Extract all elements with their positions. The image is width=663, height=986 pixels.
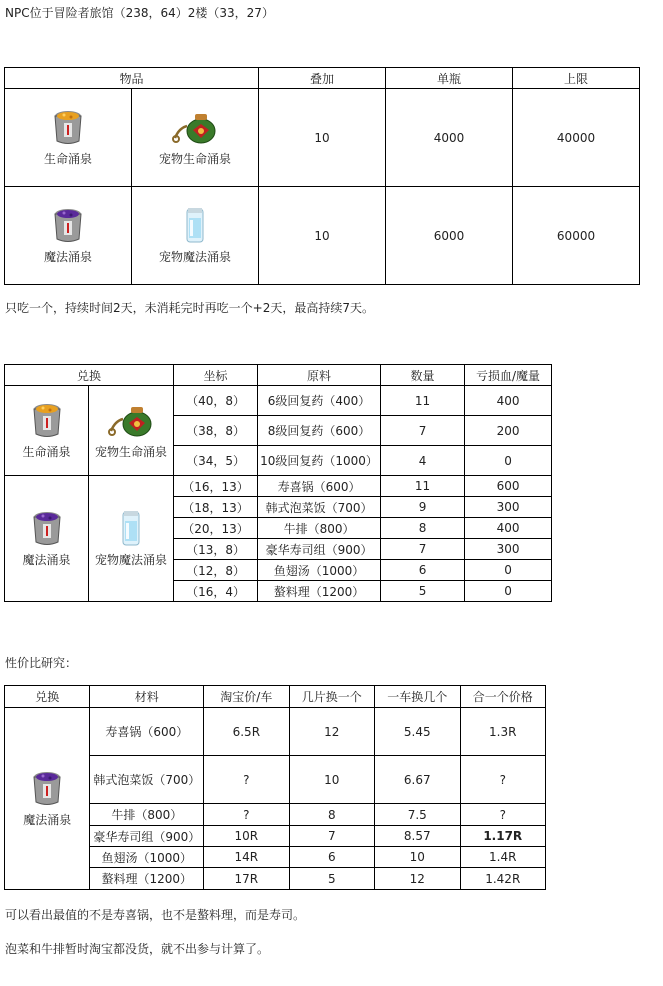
note-text: 只吃一个，持续时间2天，未消耗完时再吃一个+2天，最高持续7天。 <box>5 301 374 315</box>
item-cell <box>5 708 90 890</box>
price-cell: ? <box>204 804 289 826</box>
pieces-cell: 12 <box>289 708 374 756</box>
pieces-cell: 5 <box>289 868 374 890</box>
loss-cell: 300 <box>465 539 552 560</box>
header-pieces: 几片换一个 <box>289 686 374 708</box>
material-cell: 韩式泡菜饭（700） <box>90 756 204 804</box>
pet-item-cell <box>89 476 174 602</box>
coord-cell: （38，8） <box>174 416 258 446</box>
per-cart-cell: 5.45 <box>375 708 460 756</box>
per-cart-cell: 7.5 <box>375 804 460 826</box>
conclusion-text-2: 泡菜和牛排暂时淘宝都没货，就不出参与计算了。 <box>5 942 270 956</box>
loss-cell: 0 <box>465 560 552 581</box>
unit-price-cell: 1.42R <box>460 868 546 890</box>
qty-cell: 11 <box>381 476 465 497</box>
item-cell <box>5 476 89 602</box>
qty-cell: 11 <box>381 386 465 416</box>
unit-price-cell: 1.3R <box>460 708 546 756</box>
pet-item-label: 宠物生命涌泉 <box>95 445 168 459</box>
mp-potion-pot-icon <box>30 769 64 807</box>
material-cell: 6级回复药（400） <box>258 386 381 416</box>
coord-cell: （40，8） <box>174 386 258 416</box>
pieces-cell: 10 <box>289 756 374 804</box>
pet-hp-pouch-icon <box>107 401 155 439</box>
item-label: 生命涌泉 <box>43 152 92 166</box>
section-title: 性价比研究： <box>5 656 78 670</box>
exchange-table <box>4 364 552 602</box>
coord-cell: （34，5） <box>174 446 258 476</box>
value-research-table <box>4 685 546 890</box>
material-cell: 鱼翅汤（1000） <box>258 560 381 581</box>
table-row <box>5 187 640 285</box>
unit-price-cell: ? <box>460 756 546 804</box>
pet-item-cell <box>89 386 174 476</box>
per-cart-cell: 10 <box>375 847 460 868</box>
qty-cell: 6 <box>381 560 465 581</box>
table-row <box>5 89 640 187</box>
limit-cell: 60000 <box>513 187 640 285</box>
pet-mp-bottle-icon <box>120 509 142 547</box>
item-cell <box>5 386 89 476</box>
mp-potion-pot-icon <box>51 206 85 244</box>
item-label: 魔法涌泉 <box>22 553 71 567</box>
table-row <box>5 386 552 416</box>
qty-cell: 7 <box>381 416 465 446</box>
material-cell: 10级回复药（1000） <box>258 446 381 476</box>
loss-cell: 600 <box>465 476 552 497</box>
loss-cell: 300 <box>465 497 552 518</box>
material-cell: 寿喜锅（600） <box>258 476 381 497</box>
qty-cell: 8 <box>381 518 465 539</box>
material-cell: 豪华寿司组（900） <box>90 826 204 847</box>
qty-cell: 9 <box>381 497 465 518</box>
unit-price-cell: 1.4R <box>460 847 546 868</box>
loss-cell: 400 <box>465 386 552 416</box>
table-row <box>5 476 552 497</box>
header-price: 淘宝价/车 <box>204 686 289 708</box>
price-cell: 14R <box>204 847 289 868</box>
header-qty: 数量 <box>381 365 465 386</box>
qty-cell: 5 <box>381 581 465 602</box>
material-cell: 螯料理（1200） <box>90 868 204 890</box>
unit-price-cell: ? <box>460 804 546 826</box>
pet-item-label: 宠物生命涌泉 <box>159 152 232 166</box>
header-loss: 亏损血/魔量 <box>465 365 552 386</box>
stack-cell: 10 <box>259 89 386 187</box>
header-unit-price: 合一个价格 <box>460 686 546 708</box>
pet-item-label: 宠物魔法涌泉 <box>159 250 232 264</box>
pet-item-label: 宠物魔法涌泉 <box>95 553 168 567</box>
material-cell: 韩式泡菜饭（700） <box>258 497 381 518</box>
pet-hp-pouch-icon <box>171 108 219 146</box>
conclusion-text: 可以看出最值的不是寿喜锅，也不是螯料理，而是寿司。 <box>5 908 306 922</box>
item-label: 生命涌泉 <box>22 445 71 459</box>
per-cart-cell: 12 <box>375 868 460 890</box>
qty-cell: 7 <box>381 539 465 560</box>
items-table <box>4 67 640 285</box>
material-cell: 8级回复药（600） <box>258 416 381 446</box>
price-cell: 17R <box>204 868 289 890</box>
header-exchange: 兑换 <box>5 686 90 708</box>
coord-cell: （20，13） <box>174 518 258 539</box>
pet-item-cell <box>132 89 259 187</box>
pet-item-cell <box>132 187 259 285</box>
per-cart-cell: 6.67 <box>375 756 460 804</box>
loss-cell: 200 <box>465 416 552 446</box>
table-row <box>5 708 546 756</box>
price-cell: ? <box>204 756 289 804</box>
material-cell: 螯料理（1200） <box>258 581 381 602</box>
mp-potion-pot-icon <box>30 509 64 547</box>
loss-cell: 0 <box>465 581 552 602</box>
material-cell: 牛排（800） <box>90 804 204 826</box>
hp-potion-pot-icon <box>51 108 85 146</box>
header-exchange: 兑换 <box>5 365 174 386</box>
limit-cell: 40000 <box>513 89 640 187</box>
pet-mp-bottle-icon <box>184 206 206 244</box>
loss-cell: 0 <box>465 446 552 476</box>
header-material: 材料 <box>90 686 204 708</box>
header-material: 原料 <box>258 365 381 386</box>
coord-cell: （16，4） <box>174 581 258 602</box>
coord-cell: （18，13） <box>174 497 258 518</box>
stack-cell: 10 <box>259 187 386 285</box>
header-item: 物品 <box>5 68 259 89</box>
pieces-cell: 6 <box>289 847 374 868</box>
item-label: 魔法涌泉 <box>23 813 72 827</box>
header-limit: 上限 <box>513 68 640 89</box>
loss-cell: 400 <box>465 518 552 539</box>
hp-potion-pot-icon <box>30 401 64 439</box>
per-bottle-cell: 6000 <box>386 187 513 285</box>
price-cell: 6.5R <box>204 708 289 756</box>
per-bottle-cell: 4000 <box>386 89 513 187</box>
header-per-cart: 一车换几个 <box>375 686 460 708</box>
material-cell: 寿喜锅（600） <box>90 708 204 756</box>
item-cell <box>5 187 132 285</box>
item-cell <box>5 89 132 187</box>
header-stack: 叠加 <box>259 68 386 89</box>
pieces-cell: 8 <box>289 804 374 826</box>
item-label: 魔法涌泉 <box>43 250 92 264</box>
material-cell: 鱼翅汤（1000） <box>90 847 204 868</box>
unit-price-cell-best: 1.17R <box>460 826 546 847</box>
material-cell: 牛排（800） <box>258 518 381 539</box>
intro-text: NPC位于冒险者旅馆（238，64）2楼（33，27） <box>5 6 274 20</box>
pieces-cell: 7 <box>289 826 374 847</box>
material-cell: 豪华寿司组（900） <box>258 539 381 560</box>
coord-cell: （12，8） <box>174 560 258 581</box>
qty-cell: 4 <box>381 446 465 476</box>
coord-cell: （16，13） <box>174 476 258 497</box>
per-cart-cell: 8.57 <box>375 826 460 847</box>
header-coord: 坐标 <box>174 365 258 386</box>
price-cell: 10R <box>204 826 289 847</box>
coord-cell: （13，8） <box>174 539 258 560</box>
header-per-bottle: 单瓶 <box>386 68 513 89</box>
